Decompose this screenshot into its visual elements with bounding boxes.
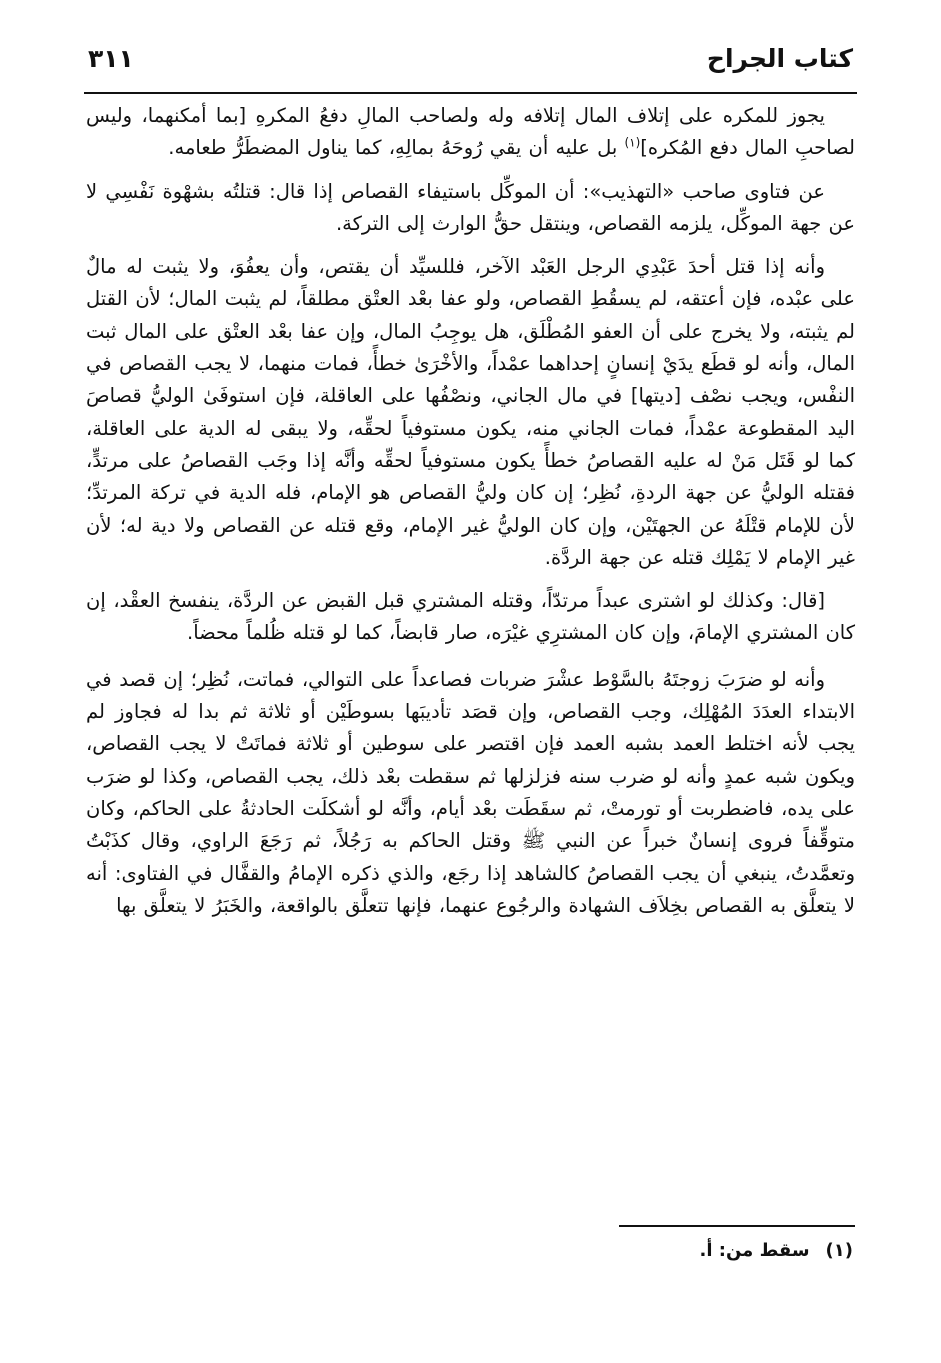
paragraph-4: [قال: وكذلك لو اشترى عبداً مرتدّاً، وقتله المشتري قبل القبض عن الردَّة، ينفسخ العقْد، إن كان المشتري الإمامَ، وإن كان المشترِي غيْرَه، صار قابضاً، كما لو قتله ظُلماً محضاً. [86, 589, 855, 645]
body-text [86, 100, 855, 922]
paragraph-2: عن فتاوى صاحب «التهذيب»: أن الموكِّل باستيفاء القصاص إذا قال: قتلتُه بشهْوة نَفْسِي لا عن جهة الموكِّل، يلزمه القصاص، وينتقل حقُّ الوارث إلى التركة. [86, 179, 855, 235]
paragraph-gap [86, 650, 855, 664]
page-header [88, 40, 853, 82]
footnote-mark: (١) [825, 1240, 853, 1261]
running-title: كتاب الجراح [706, 44, 853, 73]
paragraph-3: وأنه إذا قتل أحدَ عَبْدِي الرجل العَبْد الآخر، فللسيِّد أن يقتص، وأن يعفُوَ، ولا يثبت له مالٌ على عبْده، فإن أعتقه، لم يسقُطِ القصاص، ولو عفا بعْد العتْق مطلقاً، لم يثبت المال؛ لأن القتل لم يثبته، ولا يخرج على أن العفو المُطْلَق، هل يوجِبُ المال، وإن عفا بعْد العتْق على المال ثبت المال، وأنه لو قطَع يدَيْ إنسانٍ إحداهما عمْداً، والأخْرَىٰ خطأً، فمات منهما، لا يجب القصاص في النفْس، ويجب نصْف [ديتها] في مال الجاني، ونصْفُها على العاقلة، فإن استوفَىٰ الوليُّ قصاصَ اليد المقطوعة عمْداً، فمات الجاني منه، يكون مستوفياً لحقِّه، ولا يبقى له الدية على العاقلة، كما لو قَتَل مَنْ له عليه القصاصُ خطأً يكون مستوفياً لحقِّه وأنَّه إذا وجَب القصاصُ على مرتدٍّ، فقتله الوليُّ عن جهة الردةِ، نُظِر؛ إن كان وليُّ القصاص هو الإمام، فله الدية في تركة المرتدِّ؛ لأن للإمام قتْلَهُ عن الجهتَيْن، وإن كان الوليُّ غير الإمام، وقع قتله عن القصاص ولا دية له؛ لأن غير الإمام لا يَمْلِك قتله عن جهة الردَّة. [86, 255, 855, 569]
header-rule [84, 92, 857, 94]
footnote-text: سقط من: أ. [699, 1240, 810, 1261]
paragraph-gap [86, 574, 855, 585]
paragraph-gap [86, 165, 855, 176]
paragraph-1 [86, 100, 855, 165]
page-number: ٣١١ [88, 44, 134, 73]
footnote-reference: (١) [624, 135, 641, 150]
footnote [700, 1240, 853, 1261]
paragraph-gap [86, 240, 855, 251]
paragraph-1-tail: بل عليه أن يقي رُوحَهُ بمالِهِ، كما يناول المضطَرُّ طعامه. [168, 136, 625, 160]
paragraph-1-text: يجوز للمكره على إتلاف المال إتلافه وله ولصاحب المالِ دفعُ المكرهِ [بما أمكنهما، وليس لصاحبِ المال دفع المُكره] [86, 104, 855, 160]
paragraph-5: وأنه لو ضرَبَ زوجتَهُ بالسَّوْط عشْرَ ضربات فصاعداً على التوالي، فماتت، نُظِر؛ إن قصد في الابتداء العدَدَ المُهْلِك، وجب القصاص، وإن قصَد تأديبَها بسوطَيْن أو ثلاثة ثم بدا له فجاوز لم يجب لأنه اختلط العمد بشبه العمد فإن اقتصر على سوطين أو ثلاثة فماتَتْ لا يجب القصاص، ويكون شبه عمدٍ وأنه لو ضرب سنه فزلزلها ثم سقطت بعْد ذلك، يجب القصاص، وكذا لو ضرَب على يده، فاضطربت أو تورمتْ، ثم سقَطَت بعْد أيام، وأنَّه لو أشكلَت الحادثةُ على الحاكم، وكان متوقِّفاً فروى إنسانٌ خبراً عن النبي ﷺ وقتل الحاكم به رَجُلاً، ثم رَجَعَ الراوي، وقال كذَبْتُ وتعمَّدتُ، ينبغي أن يجب القصاصُ كالشاهد إذا رجَع، والذي ذكره الإمامُ والقفَّال في الفتاوى: أنه لا يتعلَّق به القصاص بخِلاَف الشهادة والرجُوع عنهما، فإنها تتعلَّق بالواقعة، والخَبَرُ لا يتعلَّق بها [86, 667, 855, 917]
footnote-rule [619, 1225, 855, 1227]
